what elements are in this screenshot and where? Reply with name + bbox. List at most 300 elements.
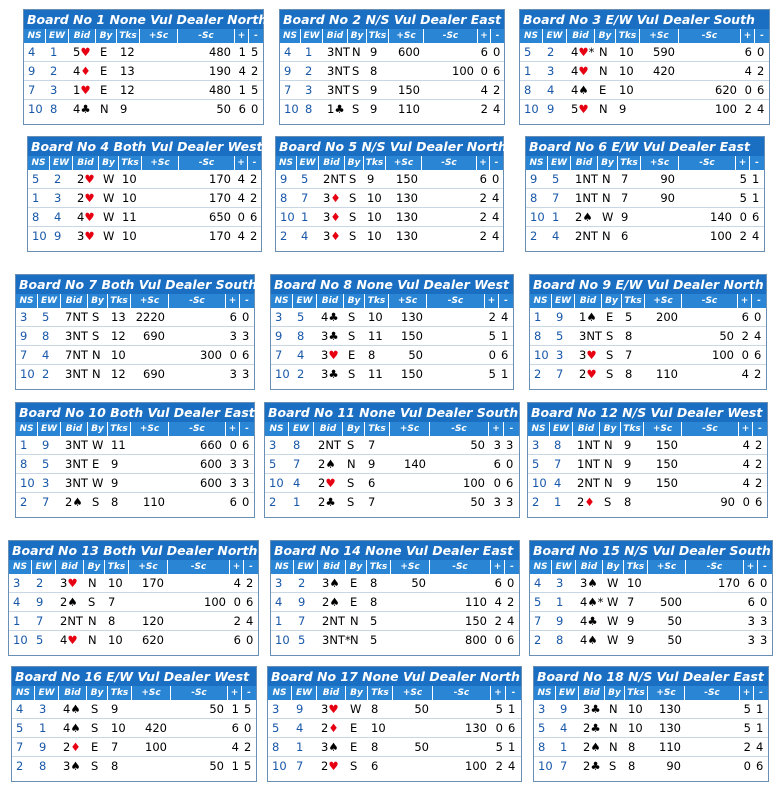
declarer: N <box>602 229 611 243</box>
ew-pair: 5 <box>298 633 306 647</box>
table-row <box>16 474 254 493</box>
ns-pair: 10 <box>532 476 547 490</box>
minus-header: - <box>504 296 508 306</box>
minus-score: 800 <box>465 633 487 647</box>
minus-header: - <box>759 688 763 698</box>
minus-score-header: -Sc <box>433 686 491 700</box>
spade-icon: ♠ <box>325 457 336 471</box>
declarer: S <box>349 191 357 205</box>
plus-header: + <box>235 156 248 170</box>
bid-level: 3 <box>65 329 73 343</box>
bid <box>567 43 595 61</box>
declarer: E <box>100 83 108 97</box>
club-icon: ♣ <box>325 495 336 509</box>
board-table <box>533 666 769 782</box>
tricks: 9 <box>370 45 378 59</box>
ew-pair: 9 <box>298 595 306 609</box>
tricks: 10 <box>628 721 643 735</box>
board-title: Board No 14 None Vul Dealer East <box>271 541 519 560</box>
ew-pair: 4 <box>296 721 304 735</box>
bid <box>59 738 87 756</box>
ew-pair: 5 <box>301 172 309 186</box>
ew-matchpoints: 5 <box>244 759 252 773</box>
declarer: N <box>350 614 359 628</box>
table-row <box>530 346 766 365</box>
bid-header: Bid <box>575 294 602 308</box>
ew-pair: 5 <box>556 329 564 343</box>
tricks: 9 <box>368 457 376 471</box>
by-header: By <box>96 29 117 43</box>
ns-matchpoints: 4 <box>494 595 502 609</box>
table-row <box>520 43 769 62</box>
tricks: 9 <box>120 102 128 116</box>
bid <box>319 189 345 207</box>
ew-pair: 1 <box>296 740 304 754</box>
ew-pair: 8 <box>42 329 50 343</box>
bid-level: 4 <box>63 721 71 735</box>
column-header-row <box>530 294 766 308</box>
plus-score <box>142 227 179 245</box>
ew-matchpoints: 4 <box>492 229 500 243</box>
ew-pair: 4 <box>297 348 305 362</box>
ns-matchpoints: 2 <box>488 310 496 324</box>
tricks: 8 <box>370 576 378 590</box>
ns-matchpoints: 4 <box>741 367 749 381</box>
bid-level: 4 <box>60 633 68 647</box>
bid <box>56 593 84 611</box>
minus-score <box>682 455 739 473</box>
ew-matchpoints: 6 <box>508 721 516 735</box>
bid-level: 1 <box>577 457 585 471</box>
tricks: 10 <box>111 348 126 362</box>
tricks: 6 <box>371 759 379 773</box>
bid-level: 3 <box>321 702 329 716</box>
ew-pair: 5 <box>297 310 305 324</box>
ns-matchpoints: 4 <box>742 457 750 471</box>
ns-matchpoints: 3 <box>229 476 237 490</box>
ew-pair: 2 <box>54 172 62 186</box>
bid-level: 1 <box>575 172 583 186</box>
declarer: N <box>88 633 97 647</box>
table-row <box>9 631 258 649</box>
plus-score: 130 <box>401 310 423 324</box>
ew-pair: 2 <box>305 64 313 78</box>
minus-header: - <box>495 31 500 41</box>
bid <box>575 365 602 383</box>
bid <box>319 170 345 188</box>
tricks-header: Tks <box>365 294 389 308</box>
ns-matchpoints: 1 <box>238 45 246 59</box>
bid-header: Bid <box>73 156 99 170</box>
minus-score <box>685 719 740 737</box>
ns-pair: 4 <box>13 595 21 609</box>
bid <box>61 365 88 383</box>
bid-level: 3 <box>580 576 588 590</box>
bid-level: 2 <box>60 614 68 628</box>
plus-score <box>393 757 433 775</box>
ew-header: EW <box>294 560 318 574</box>
bid-level: 4 <box>571 83 579 97</box>
bid-level: 2 <box>583 740 591 754</box>
ew-matchpoints: 6 <box>752 210 760 224</box>
bid <box>314 493 343 511</box>
plus-score: 620 <box>142 633 164 647</box>
bid-level: 2 <box>60 595 68 609</box>
minus-score-header: -Sc <box>424 29 478 43</box>
by-header: By <box>99 156 119 170</box>
bid <box>69 43 96 61</box>
plus-score <box>393 719 433 737</box>
table-row <box>9 593 258 612</box>
by-header: By <box>84 560 105 574</box>
column-header-row <box>530 560 772 574</box>
ew-matchpoints: 1 <box>756 721 764 735</box>
bid-header: Bid <box>314 422 343 436</box>
tricks: 10 <box>619 45 634 59</box>
ew-matchpoints: 2 <box>755 476 763 490</box>
table-row <box>16 308 254 327</box>
ns-header: NS <box>12 686 35 700</box>
minus-score: 170 <box>209 172 231 186</box>
tricks: 10 <box>368 310 383 324</box>
by-header: By <box>598 156 618 170</box>
declarer: S <box>348 367 356 381</box>
spade-icon: ♠ <box>329 595 340 609</box>
minus-score <box>430 455 489 473</box>
table-row <box>16 327 254 346</box>
plus-score-header: +Sc <box>131 294 169 308</box>
ns-matchpoints: 4 <box>237 172 245 186</box>
ns-matchpoints: 4 <box>744 64 752 78</box>
plus-score: 200 <box>656 310 678 324</box>
tricks: 12 <box>120 83 135 97</box>
ns-matchpoints: 0 <box>495 721 503 735</box>
declarer: N <box>599 64 608 78</box>
column-header-row <box>12 686 256 700</box>
tricks: 9 <box>627 614 635 628</box>
heart-icon: ♥ <box>586 348 597 362</box>
declarer: W <box>103 210 115 224</box>
ns-header: NS <box>16 422 38 436</box>
bid <box>317 719 346 737</box>
ew-pair: 1 <box>552 210 560 224</box>
tricks: 12 <box>120 45 135 59</box>
minus-score <box>685 700 740 718</box>
tricks: 9 <box>367 172 375 186</box>
minus-score: 150 <box>465 614 487 628</box>
ew-header: EW <box>46 29 69 43</box>
ew-matchpoints: 0 <box>244 721 252 735</box>
ns-matchpoints: 2 <box>479 229 487 243</box>
ew-matchpoints: 5 <box>244 702 252 716</box>
spade-icon: ♠ <box>582 210 593 224</box>
ns-matchpoints: 4 <box>238 64 246 78</box>
bid <box>576 574 603 592</box>
ns-pair: 4 <box>275 595 283 609</box>
minus-score <box>682 308 738 326</box>
ns-header: NS <box>530 560 552 574</box>
column-header-row <box>276 156 503 170</box>
ew-header: EW <box>543 29 567 43</box>
ns-pair: 8 <box>32 210 40 224</box>
notrump-strain: NT <box>582 172 598 186</box>
ew-pair: 7 <box>556 367 564 381</box>
table-row <box>268 757 521 775</box>
ew-matchpoints: 1 <box>508 702 516 716</box>
diamond-icon: ♦ <box>70 740 81 754</box>
ns-pair: 7 <box>284 83 292 97</box>
by-header: By <box>603 560 624 574</box>
tricks: 8 <box>624 495 632 509</box>
declarer: N <box>609 702 618 716</box>
plus-score: 50 <box>414 740 429 754</box>
tricks: 7 <box>368 495 376 509</box>
bid <box>317 738 346 756</box>
ns-pair: 8 <box>20 457 28 471</box>
ew-pair: 3 <box>305 83 313 97</box>
column-header-row <box>265 422 519 436</box>
declarer: N <box>347 457 356 471</box>
bid <box>56 574 84 592</box>
bid <box>323 62 348 80</box>
ns-header: NS <box>276 156 297 170</box>
bid <box>571 189 598 207</box>
heart-icon: ♥ <box>67 633 78 647</box>
ew-matchpoints: 0 <box>757 45 765 59</box>
ew-header: EW <box>293 294 317 308</box>
column-header-row <box>28 156 261 170</box>
ns-pair: 2 <box>534 633 542 647</box>
bid-level: 3 <box>327 83 335 97</box>
ns-matchpoints: 2 <box>494 614 502 628</box>
ns-matchpoints: 3 <box>229 457 237 471</box>
ew-pair: 5 <box>36 633 44 647</box>
plus-header: + <box>491 560 505 574</box>
bid-header: Bid <box>69 29 96 43</box>
tricks: 13 <box>111 310 126 324</box>
minus-header: - <box>245 424 249 434</box>
declarer: E <box>350 595 358 609</box>
board-table <box>15 274 258 390</box>
ew-pair: 2 <box>547 45 555 59</box>
bid <box>573 455 600 473</box>
declarer: S <box>606 329 614 343</box>
plus-score <box>391 612 430 630</box>
bid-header: Bid <box>319 156 345 170</box>
declarer: E <box>100 64 108 78</box>
bid-header: Bid <box>317 294 344 308</box>
ew-header: EW <box>552 294 575 308</box>
bid <box>576 612 603 630</box>
bid <box>575 327 602 345</box>
table-row <box>530 365 766 383</box>
plus-score <box>640 81 679 99</box>
board-table <box>27 136 262 252</box>
bid <box>314 455 343 473</box>
ns-matchpoints: 5 <box>488 329 496 343</box>
tricks: 8 <box>111 495 119 509</box>
plus-score <box>641 208 679 226</box>
club-icon: ♣ <box>590 721 601 735</box>
declarer: E <box>350 721 358 735</box>
minus-score: 600 <box>200 476 222 490</box>
ew-matchpoints: 0 <box>760 576 768 590</box>
minus-score-header: -Sc <box>178 29 235 43</box>
ew-pair: 4 <box>547 83 555 97</box>
plus-score <box>132 700 171 718</box>
minus-score <box>433 700 491 718</box>
ns-matchpoints: 2 <box>480 102 488 116</box>
table-row <box>12 757 256 775</box>
ns-pair: 7 <box>28 83 36 97</box>
plus-score: 2220 <box>135 310 165 324</box>
tricks: 10 <box>108 576 123 590</box>
bid-level: 1 <box>579 310 587 324</box>
ns-matchpoints: 5 <box>743 721 751 735</box>
bid <box>318 574 346 592</box>
heart-icon: ♥ <box>325 476 336 490</box>
ns-matchpoints: 6 <box>493 457 501 471</box>
tricks: 8 <box>628 759 636 773</box>
declarer: E <box>100 45 108 59</box>
minus-score-header: -Sc <box>682 422 739 436</box>
tricks: 8 <box>370 64 378 78</box>
minus-score-header: -Sc <box>679 156 736 170</box>
tricks: 10 <box>619 83 634 97</box>
minus-header: - <box>511 688 516 698</box>
table-row <box>271 346 513 365</box>
ew-matchpoints: 0 <box>251 102 259 116</box>
minus-header: - <box>247 688 251 698</box>
bid <box>59 700 87 718</box>
minus-score <box>422 170 477 188</box>
club-icon: ♣ <box>334 102 345 116</box>
ns-matchpoints: 4 <box>480 83 488 97</box>
declarer: S <box>91 721 99 735</box>
ns-matchpoints: 2 <box>739 229 747 243</box>
bid <box>575 308 602 326</box>
ew-pair: 9 <box>560 702 568 716</box>
notrump-strain: NT <box>72 310 88 324</box>
notrump-strain: NT <box>72 329 88 343</box>
declarer: S <box>92 310 100 324</box>
ew-pair: 1 <box>50 45 58 59</box>
tricks: 8 <box>108 614 116 628</box>
minus-score <box>422 189 477 207</box>
by-header: By <box>343 422 365 436</box>
ns-pair: 10 <box>20 476 35 490</box>
declarer: N <box>599 102 608 116</box>
notrump-strain: NT <box>72 438 88 452</box>
minus-score: 100 <box>465 759 487 773</box>
ns-pair: 9 <box>280 172 288 186</box>
plus-score <box>648 574 686 592</box>
bid <box>56 631 84 649</box>
spade-icon: ♠ <box>70 702 81 716</box>
bid-level: 2 <box>63 740 71 754</box>
table-row <box>271 593 519 612</box>
board-title: Board No 3 E/W Vul Dealer South <box>520 10 769 29</box>
bid <box>323 81 348 99</box>
declarer: W <box>103 172 115 186</box>
minus-header: - <box>758 424 762 434</box>
ns-header: NS <box>280 29 301 43</box>
plus-score: 130 <box>659 721 681 735</box>
minus-score: 100 <box>712 348 734 362</box>
bid <box>73 170 99 188</box>
declarer: N <box>604 476 613 490</box>
declarer: N <box>602 172 611 186</box>
ns-matchpoints: 3 <box>747 633 755 647</box>
tricks: 9 <box>624 476 632 490</box>
table-row <box>28 189 261 208</box>
bid-level: 7 <box>65 310 73 324</box>
ns-header: NS <box>9 560 32 574</box>
bid <box>567 100 595 118</box>
minus-score-header: -Sc <box>179 156 235 170</box>
ew-pair: 7 <box>301 191 309 205</box>
heart-icon: ♥ <box>578 45 589 59</box>
ew-matchpoints: 6 <box>501 348 509 362</box>
declarer: W <box>607 595 619 609</box>
heart-icon: ♥ <box>80 45 91 59</box>
ns-matchpoints: 5 <box>495 740 503 754</box>
bid-level: 2 <box>579 367 587 381</box>
minus-score-header: -Sc <box>679 29 741 43</box>
table-row <box>276 170 503 189</box>
ns-pair: 7 <box>275 348 283 362</box>
ew-matchpoints: 0 <box>754 310 762 324</box>
table-row <box>534 757 768 775</box>
ew-matchpoints: 2 <box>244 740 252 754</box>
plus-header: + <box>740 686 754 700</box>
plus-score <box>140 81 178 99</box>
bid <box>69 62 96 80</box>
table-row <box>24 43 263 62</box>
spade-icon: ♠ <box>586 310 597 324</box>
ns-pair: 3 <box>532 438 540 452</box>
table-row <box>9 574 258 593</box>
declarer: S <box>606 348 614 362</box>
ns-matchpoints: 4 <box>237 191 245 205</box>
bid-level: 3 <box>583 702 591 716</box>
ns-matchpoints: 2 <box>744 102 752 116</box>
plus-header: + <box>491 686 506 700</box>
bid <box>567 62 595 80</box>
minus-score: 100 <box>710 229 732 243</box>
minus-score <box>169 493 226 511</box>
tricks: 10 <box>367 191 382 205</box>
declarer: N <box>350 633 359 647</box>
table-row <box>530 308 766 327</box>
ns-pair: 10 <box>530 210 545 224</box>
declarer: S <box>349 229 357 243</box>
bid-level: 3 <box>579 348 587 362</box>
minus-score: 170 <box>209 191 231 205</box>
heart-icon: ♥ <box>67 576 78 590</box>
ew-pair: 7 <box>298 614 306 628</box>
ns-header: NS <box>265 422 289 436</box>
tricks: 8 <box>625 329 633 343</box>
ew-matchpoints: 4 <box>507 614 515 628</box>
ns-pair: 3 <box>13 576 21 590</box>
declarer: S <box>609 759 617 773</box>
board-title: Board No 10 Both Vul Dealer East <box>16 403 254 422</box>
board-table <box>275 136 507 252</box>
ew-matchpoints: 1 <box>501 367 509 381</box>
board-title: Board No 7 Both Vul Dealer South <box>16 275 254 294</box>
ns-pair: 2 <box>20 495 28 509</box>
